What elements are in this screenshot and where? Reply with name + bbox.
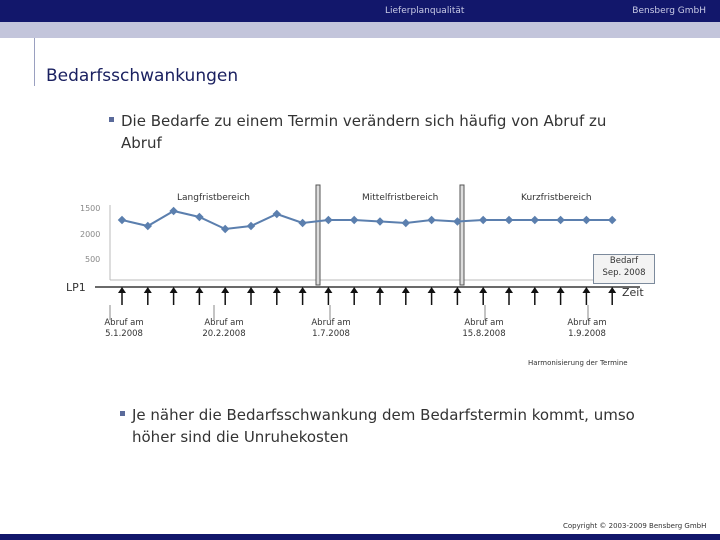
abruf-label-1 xyxy=(94,318,154,340)
abruf-arrow-head-6 xyxy=(247,287,255,293)
zone-langfrist: Langfristbereich xyxy=(177,193,250,203)
series-line xyxy=(118,207,617,233)
abruf-arrow-head-13 xyxy=(428,287,436,293)
abruf-arrow-head-7 xyxy=(273,287,281,293)
abruf-label-4 xyxy=(454,318,514,340)
abruf-2-line-1: Abruf am xyxy=(204,318,244,328)
data-point-11 xyxy=(376,217,384,225)
footer-line xyxy=(0,534,720,540)
abruf-arrow-head-19 xyxy=(582,287,590,293)
y-tick-1500: 1500 xyxy=(80,204,101,213)
y-tick-500: 500 xyxy=(85,255,101,264)
bedarf-line-2: Sep. 2008 xyxy=(602,268,646,278)
abruf-arrow-head-17 xyxy=(531,287,539,293)
copyright: Copyright © 2003-2009 Bensberg GmbH xyxy=(563,522,707,530)
abruf-arrow-head-1 xyxy=(118,287,126,293)
divider-bar-left xyxy=(316,185,320,285)
divider-bar-right xyxy=(460,185,464,285)
zone-kurzfrist: Kurzfristbereich xyxy=(521,193,592,203)
abruf-arrow-head-8 xyxy=(299,287,307,293)
bullet-2-line-2: höher sind die Unruhekosten xyxy=(132,428,349,446)
data-point-13 xyxy=(427,216,435,224)
data-point-20 xyxy=(608,216,616,224)
abruf-arrow-head-10 xyxy=(350,287,358,293)
abruf-arrows xyxy=(118,287,616,305)
abruf-arrow-head-14 xyxy=(453,287,461,293)
data-point-10 xyxy=(350,216,358,224)
bullet-2 xyxy=(132,404,635,448)
abruf-arrow-head-4 xyxy=(195,287,203,293)
abruf-arrow-head-11 xyxy=(376,287,384,293)
abruf-arrow-head-12 xyxy=(402,287,410,293)
abruf-arrow-head-3 xyxy=(170,287,178,293)
data-point-8 xyxy=(298,219,306,227)
bullet-2-line-1: Je näher die Bedarfsschwankung dem Bedarfstermin kommt, umso xyxy=(132,406,635,424)
abruf-arrow-head-2 xyxy=(144,287,152,293)
data-point-19 xyxy=(582,216,590,224)
data-point-7 xyxy=(273,210,281,218)
abruf-3-line-1: Abruf am xyxy=(311,318,351,328)
slide-title: Bedarfsschwankungen xyxy=(46,66,239,86)
abruf-arrow-head-16 xyxy=(505,287,513,293)
lp1-label: LP1 xyxy=(66,281,86,294)
data-point-15 xyxy=(479,216,487,224)
abruf-label-3 xyxy=(301,318,361,340)
data-point-12 xyxy=(402,219,410,227)
data-point-4 xyxy=(195,213,203,221)
header-company: Bensberg GmbH xyxy=(632,6,706,16)
bedarf-box xyxy=(593,254,655,284)
abruf-arrow-head-9 xyxy=(324,287,332,293)
harmonisierung-caption: Harmonisierung der Termine xyxy=(528,359,628,367)
data-point-17 xyxy=(531,216,539,224)
data-point-9 xyxy=(324,216,332,224)
data-point-5 xyxy=(221,225,229,233)
abruf-1-line-1: Abruf am xyxy=(104,318,144,328)
zeit-label: Zeit xyxy=(622,286,644,299)
abruf-4-line-1: Abruf am xyxy=(464,318,504,328)
bedarf-line-1: Bedarf xyxy=(609,256,639,266)
abruf-arrow-head-5 xyxy=(221,287,229,293)
abruf-5-line-2: 1.9.2008 xyxy=(568,329,606,339)
zone-mittelfrist: Mittelfristbereich xyxy=(362,193,439,203)
bullet-1-line-2: Abruf xyxy=(121,134,162,152)
abruf-arrow-head-18 xyxy=(557,287,565,293)
abruf-label-5 xyxy=(557,318,617,340)
y-tick-2000: 2000 xyxy=(80,230,101,239)
header-title: Lieferplanqualität xyxy=(385,6,465,16)
abruf-arrow-head-20 xyxy=(608,287,616,293)
data-point-6 xyxy=(247,222,255,230)
bullet-2-marker xyxy=(120,411,125,416)
abruf-1-line-2: 5.1.2008 xyxy=(105,329,143,339)
abruf-4-line-2: 15.8.2008 xyxy=(462,329,506,339)
bullet-1-line-1: Die Bedarfe zu einem Termin verändern sich häufig von Abruf zu xyxy=(121,112,607,130)
data-point-2 xyxy=(144,222,152,230)
data-point-16 xyxy=(505,216,513,224)
abruf-2-line-2: 20.2.2008 xyxy=(202,329,246,339)
abruf-3-line-2: 1.7.2008 xyxy=(312,329,350,339)
data-point-1 xyxy=(118,216,126,224)
abruf-arrow-head-15 xyxy=(479,287,487,293)
data-point-18 xyxy=(556,216,564,224)
data-point-3 xyxy=(169,207,177,215)
abruf-label-2 xyxy=(194,318,254,340)
abruf-5-line-1: Abruf am xyxy=(567,318,607,328)
